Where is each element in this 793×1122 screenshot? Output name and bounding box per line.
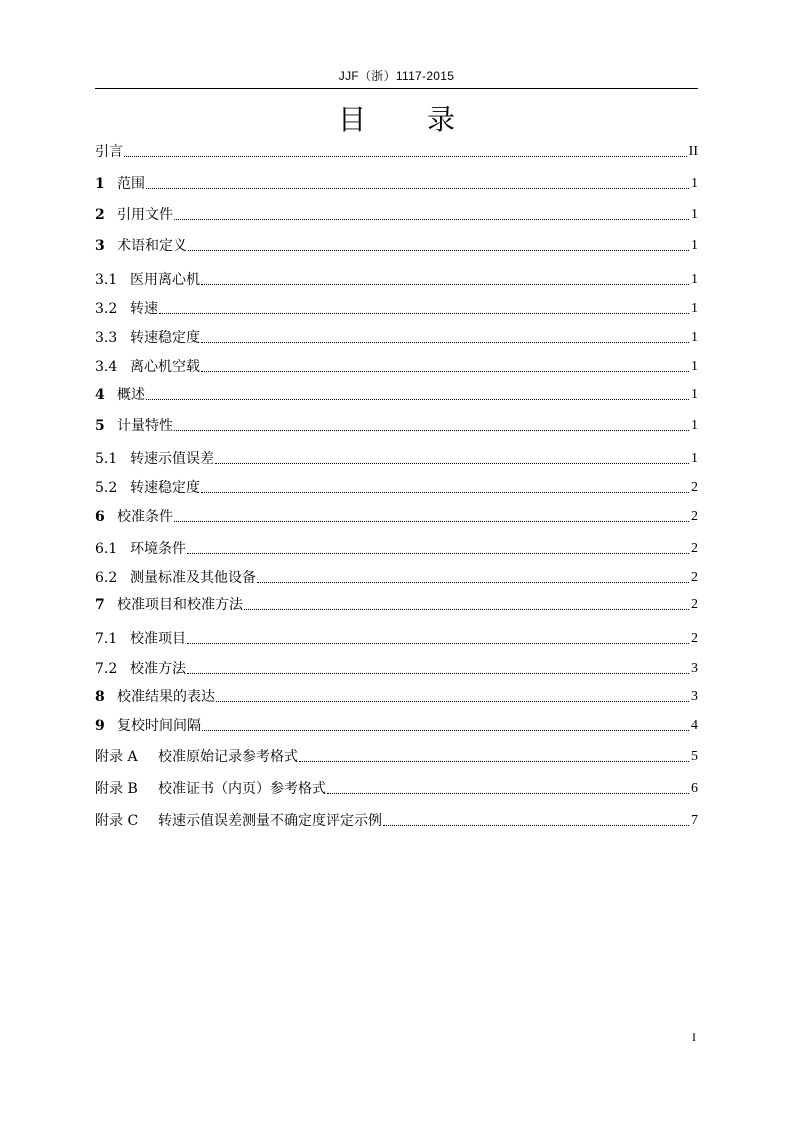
toc-entry-page: 1 [691,330,698,345]
toc-entry-number: 6 [95,509,105,525]
toc-entry-page: 4 [691,718,698,733]
toc-entry-number: 8 [95,689,105,705]
toc-entry-label: 医用离心机 [130,272,200,288]
toc-entry-label: 转速示值误差 [130,451,214,467]
dot-leader [202,729,689,731]
toc-entry-number: 5.1 [95,451,118,467]
dot-leader [188,249,689,251]
toc-entry[interactable] [95,235,698,255]
toc-entry[interactable] [95,567,698,587]
dot-leader [244,608,689,610]
title-char-1: 目 [338,103,367,136]
dot-leader [159,312,689,314]
toc-entry[interactable] [95,715,698,735]
page-number: I [692,1030,696,1044]
toc-entry-number: 9 [95,718,105,734]
toc-entry[interactable] [95,327,698,347]
toc-entry-label: 转速稳定度 [130,330,200,346]
toc-entry-label: 引用文件 [117,207,173,223]
toc-entry-number: 4 [95,387,105,403]
toc-entry-label: 转速 [130,301,158,317]
toc-entry-label: 概述 [117,387,145,403]
toc-entry-label: 计量特性 [117,418,173,434]
dot-leader [201,341,689,343]
dot-leader [299,760,689,762]
toc-entry-number: 2 [95,207,105,223]
toc-entry[interactable] [95,173,698,193]
toc-entry[interactable] [95,658,698,678]
toc-entry[interactable] [95,628,698,648]
dot-leader [201,491,689,493]
dot-leader [187,552,689,554]
header-rule [95,88,698,89]
toc-entry-number: 3.2 [95,301,118,317]
toc-entry-page: II [688,144,698,159]
toc-entry-label: 转速示值误差测量不确定度评定示例 [158,813,382,829]
dot-leader [201,370,689,372]
page-title [0,98,793,138]
toc-entry-number: 7.1 [95,631,118,647]
toc-entry[interactable] [95,594,698,614]
toc-entry-page: 1 [691,176,698,191]
toc-entry-page: 1 [691,418,698,433]
toc-entry-page: 3 [691,689,698,704]
dot-leader [257,581,689,583]
dot-leader [327,792,689,794]
toc-entry-page: 2 [691,480,698,495]
toc-entry-page: 2 [691,509,698,524]
dot-leader [146,187,689,189]
toc-entry-label: 校准条件 [117,509,173,525]
toc-entry-number: 6.2 [95,570,118,586]
toc-entry-number: 3.4 [95,359,118,375]
toc-entry-number: 5 [95,418,105,434]
dot-leader [174,429,689,431]
toc-entry-page: 2 [691,597,698,612]
toc-entry-number: 6.1 [95,541,118,557]
toc-entry-label: 转速稳定度 [130,480,200,496]
toc-entry-page: 3 [691,661,698,676]
toc-entry-page: 1 [691,359,698,374]
dot-leader [174,218,689,220]
toc-entry-number: 1 [95,176,105,192]
dot-leader [215,462,689,464]
toc-entry[interactable] [95,141,698,161]
toc-entry-number: 3.1 [95,272,118,288]
toc-entry-number: 附录 C [95,813,139,829]
toc-entry-number: 7.2 [95,661,118,677]
toc-entry-page: 2 [691,631,698,646]
toc-entry-label: 校准原始记录参考格式 [158,749,298,765]
dot-leader [187,672,689,674]
toc-entry[interactable] [95,686,698,706]
toc-entry-page: 7 [691,813,698,828]
toc-entry-page: 6 [691,781,698,796]
dot-leader [201,283,689,285]
toc-entry-label: 引言 [95,144,123,160]
toc-entry-label: 范围 [117,176,145,192]
toc-entry-label: 术语和定义 [117,238,187,254]
toc-entry-page: 1 [691,301,698,316]
dot-leader [187,642,689,644]
toc-entry[interactable] [95,506,698,526]
toc-entry-label: 校准项目 [130,631,186,647]
toc-entry-number: 7 [95,597,105,613]
toc-entry[interactable] [95,778,698,798]
toc-entry-page: 1 [691,451,698,466]
toc-entry-number: 5.2 [95,480,118,496]
toc-entry-page: 2 [691,541,698,556]
toc-entry[interactable] [95,448,698,468]
toc-entry-label: 校准证书（内页）参考格式 [158,781,326,797]
toc-entry-page: 1 [691,387,698,402]
toc-entry-label: 离心机空载 [130,359,200,375]
running-header: JJF（浙）1117-2015 [338,69,455,83]
toc-entry-label: 校准方法 [130,661,186,677]
toc-entry-label: 校准结果的表达 [117,689,215,705]
toc-entry[interactable] [95,204,698,224]
title-char-2: 录 [426,103,455,136]
toc-entry[interactable] [95,810,698,830]
toc-entry-page: 5 [691,749,698,764]
toc-entry-label: 测量标准及其他设备 [130,570,256,586]
toc-entry[interactable] [95,746,698,766]
toc-entry[interactable] [95,269,698,289]
toc-entry[interactable] [95,415,698,435]
toc-entry-number: 3.3 [95,330,118,346]
toc-entry[interactable] [95,477,698,497]
toc-entry-page: 1 [691,207,698,222]
toc-entry-page: 2 [691,570,698,585]
toc-entry-label: 环境条件 [130,541,186,557]
toc-entry-label: 复校时间间隔 [117,718,201,734]
dot-leader [124,155,687,157]
dot-leader [174,520,689,522]
dot-leader [146,398,689,400]
toc-entry-number: 附录 B [95,781,138,797]
toc-entry[interactable] [95,384,698,404]
toc-entry-label: 校准项目和校准方法 [117,597,243,613]
toc-entry-page: 1 [691,272,698,287]
toc-entry-page: 1 [691,238,698,253]
toc-entry-number: 3 [95,238,105,254]
dot-leader [383,824,689,826]
toc-entry[interactable] [95,356,698,376]
toc-entry[interactable] [95,298,698,318]
toc-entry[interactable] [95,538,698,558]
toc-entry-number: 附录 A [95,749,138,765]
dot-leader [216,700,689,702]
